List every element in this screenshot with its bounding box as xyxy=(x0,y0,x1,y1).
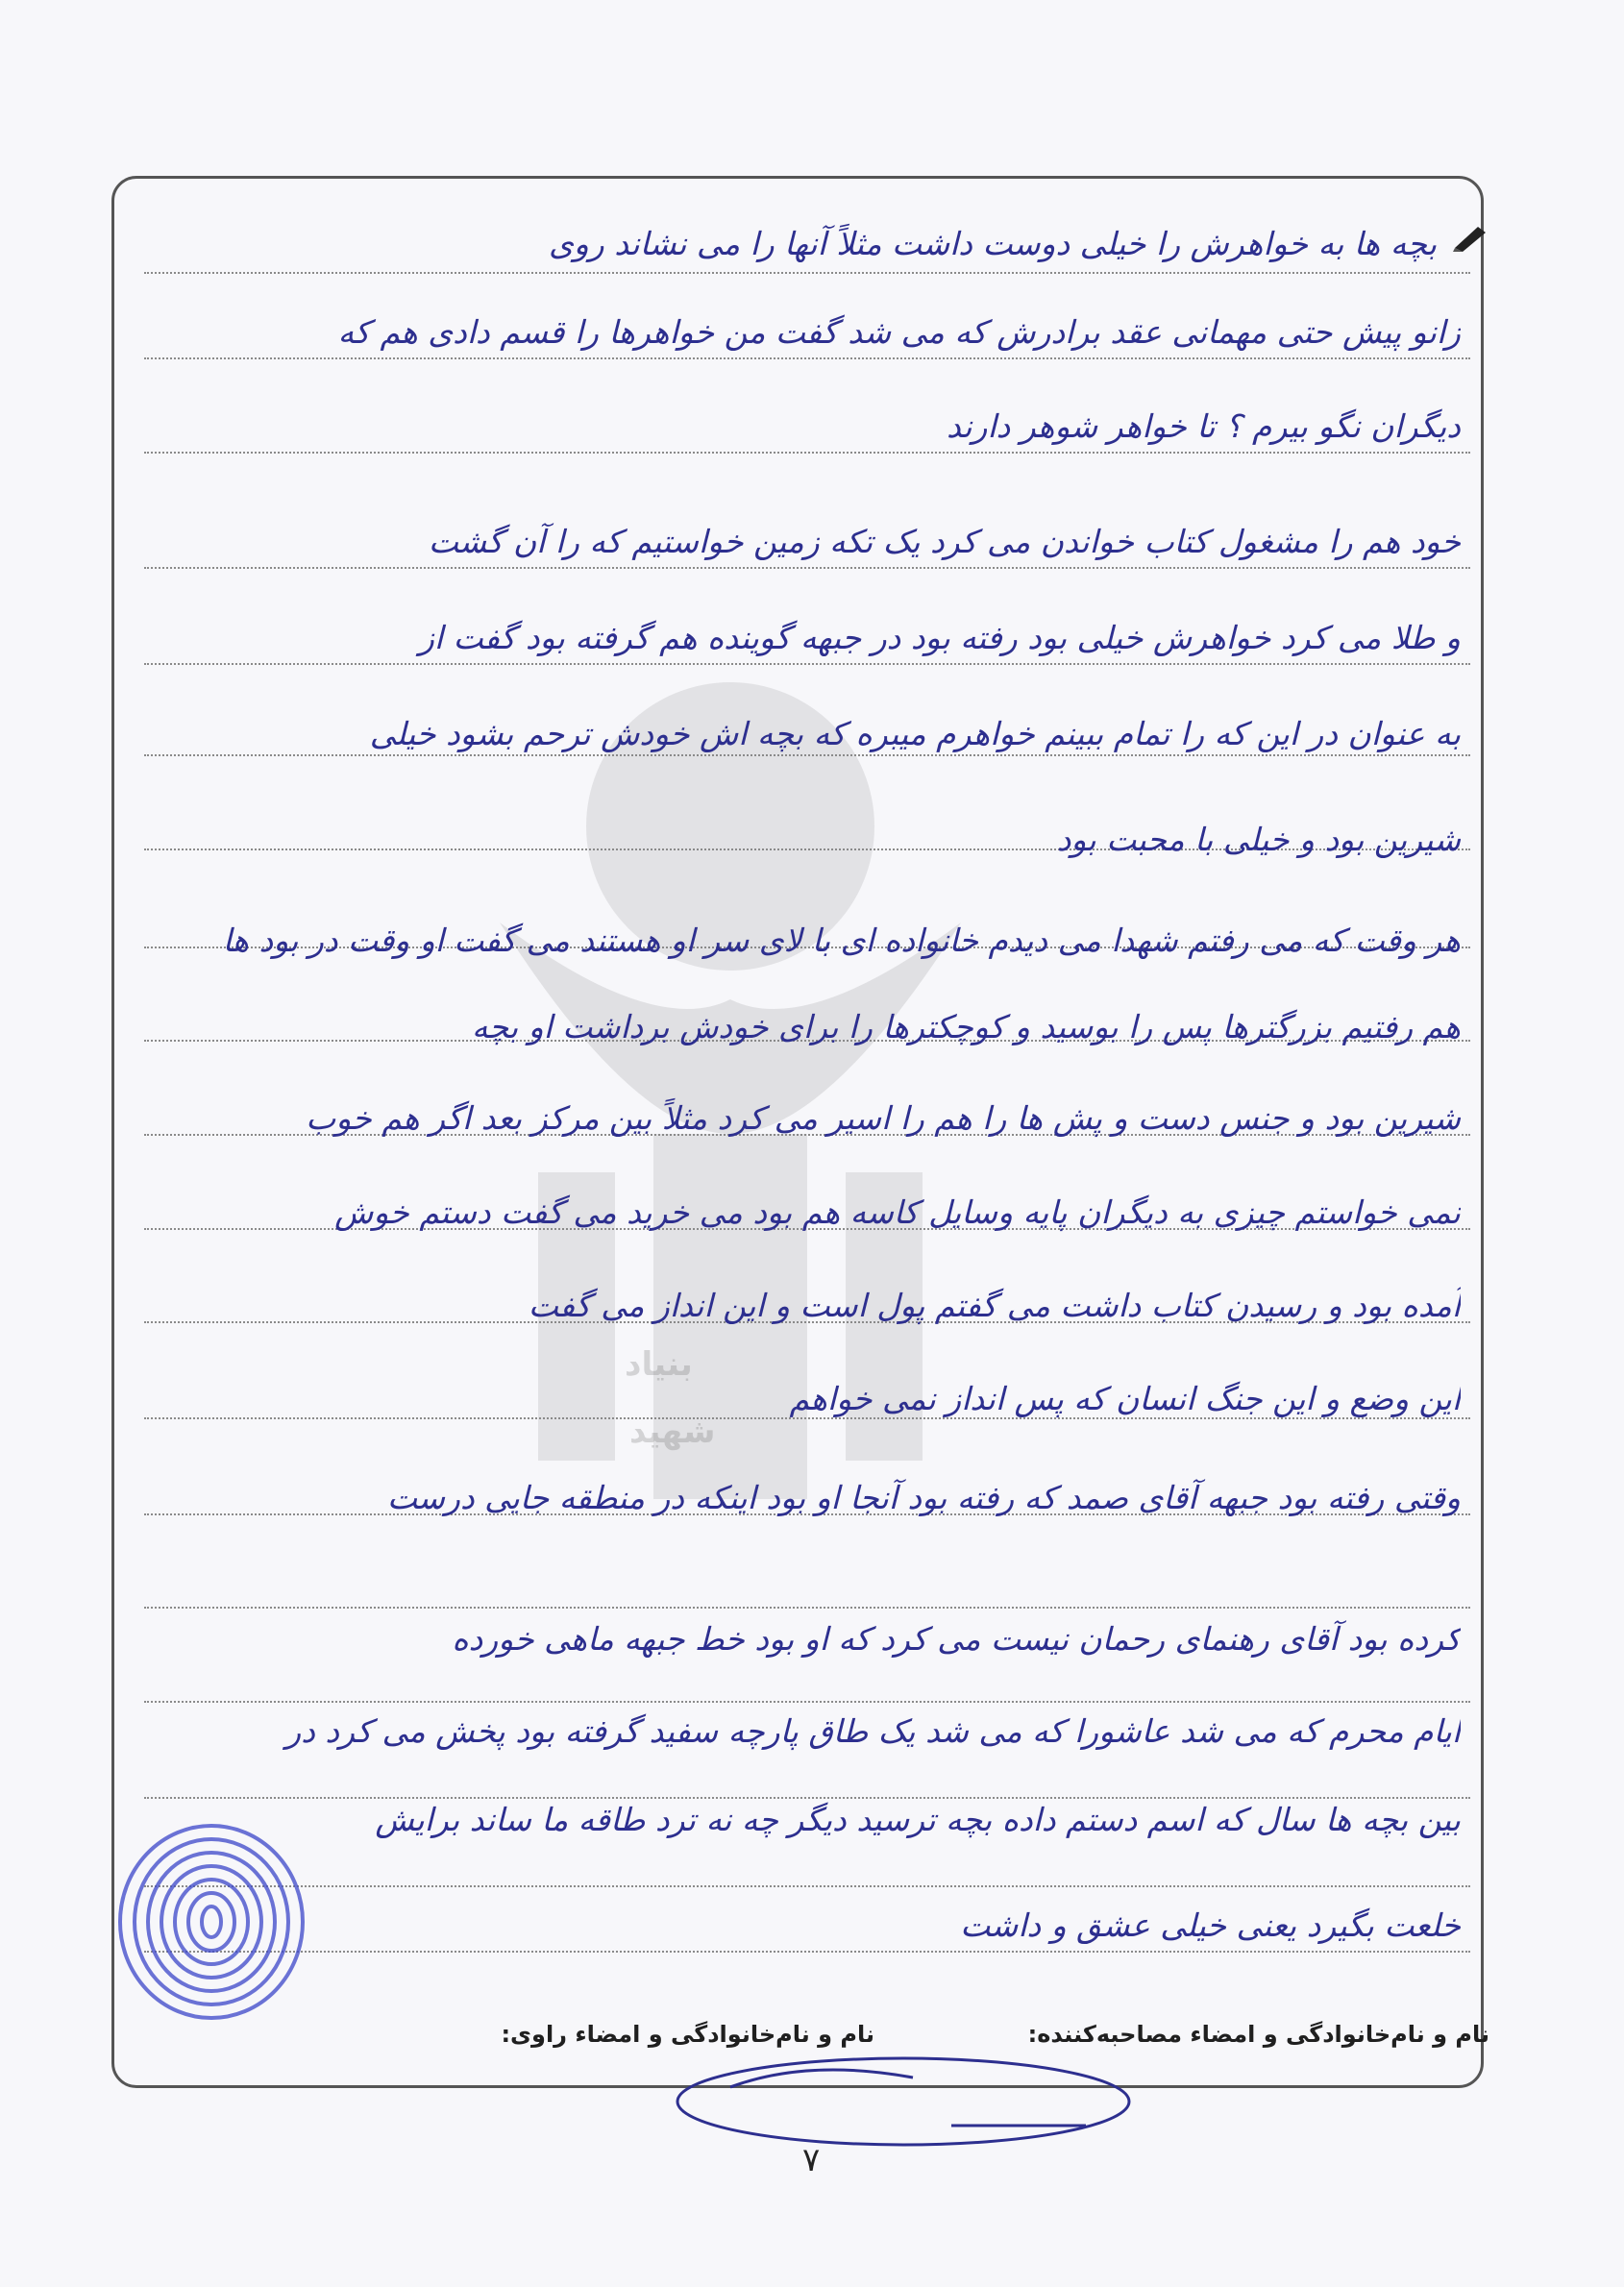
ruled-line xyxy=(144,1701,1470,1703)
handwritten-line: هم رفتیم بزرگترها پس را بوسید و کوچکترها را برای خودش برداشت او بچه xyxy=(472,1008,1461,1045)
ruled-line xyxy=(144,663,1470,665)
interviewer-signature-label: نام و نام‌خانوادگی و امضاء مصاحبه‌کننده: xyxy=(1027,2021,1489,2048)
ruled-line xyxy=(144,1885,1470,1887)
handwritten-line: کرده بود آقای رهنمای رحمان نیست می کرد که او بود خط جبهه ماهی خورده xyxy=(452,1620,1461,1658)
handwritten-line: ایام محرم که می شد عاشورا که می شد یک طاق پارچه سفید گرفته بود پخش می کرد در xyxy=(285,1712,1461,1750)
handwritten-line: بچه ها به خواهرش را خیلی دوست داشت مثلاً آنها را می نشاند روی xyxy=(549,225,1437,262)
handwritten-line: شیرین بود و خیلی با محبت بود xyxy=(1056,821,1461,858)
handwritten-line: شیرین بود و جنس دست و پش ها را هم را اسیر می کرد مثلاً بین مرکز بعد اگر هم خوب xyxy=(306,1099,1461,1137)
handwritten-line: دیگران نگو بیرم ؟ تا خواهر شوهر دارند xyxy=(947,407,1461,445)
handwritten-line: این وضع و این جنگ انسان که پس انداز نمی خواهم xyxy=(789,1380,1461,1417)
ruled-line xyxy=(144,1607,1470,1609)
fingerprint-icon xyxy=(106,1811,317,2032)
handwritten-line: خلعت بگیرد یعنی خیلی عشق و داشت xyxy=(960,1906,1461,1944)
ruled-line xyxy=(144,452,1470,454)
narrator-signature-label: نام و نام‌خانوادگی و امضاء راوی: xyxy=(501,2021,874,2048)
watermark-text-2: شهید xyxy=(629,1413,716,1451)
ruled-line xyxy=(144,1951,1470,1953)
handwritten-line: نمی خواستم چیزی به دیگران پایه وسایل کاسه هم بود می خرید می گفت دستم خوش xyxy=(334,1193,1461,1231)
handwritten-line: زانو پیش حتی مهمانی عقد برادرش که می شد گفت من خواهرها را قسم دادی هم که xyxy=(337,313,1461,351)
handwritten-line: وقتی رفته بود جبهه آقای صمد که رفته بود آنجا او بود اینکه در منطقه جایی درست xyxy=(386,1479,1461,1516)
handwritten-line: هر وقت که می رفتم شهدا می دیدم خانواده ای با لای سر او هستند می گفت او وقت در بود ها xyxy=(222,922,1461,959)
pen-icon xyxy=(1451,221,1489,254)
ruled-line xyxy=(144,567,1470,569)
signature-mark xyxy=(663,2049,1144,2154)
page-number: ۷ xyxy=(802,2141,821,2179)
handwritten-line: خود هم را مشغول کتاب خواندن می کرد یک تکه زمین خواستیم که را آن گشت xyxy=(428,523,1461,560)
handwritten-line: آمده بود و رسیدن کتاب داشت می گفتم پول است و این انداز می گفت xyxy=(528,1287,1461,1324)
handwritten-line: بین بچه ها سال که اسم دستم داده بچه ترسید دیگر چه نه ترد طاقه ما ساند برایش xyxy=(375,1801,1461,1838)
ruled-line xyxy=(144,272,1470,274)
handwritten-line: به عنوان در این که را تمام ببینم خواهرم میبره که بچه اش خودش ترحم بشود خیلی xyxy=(369,715,1461,752)
watermark-text-1: بنیاد xyxy=(625,1345,693,1384)
ruled-line xyxy=(144,357,1470,359)
handwritten-line: و طلا می کرد خواهرش خیلی بود رفته بود در جبهه گوینده هم گرفته بود گفت از xyxy=(419,619,1461,656)
